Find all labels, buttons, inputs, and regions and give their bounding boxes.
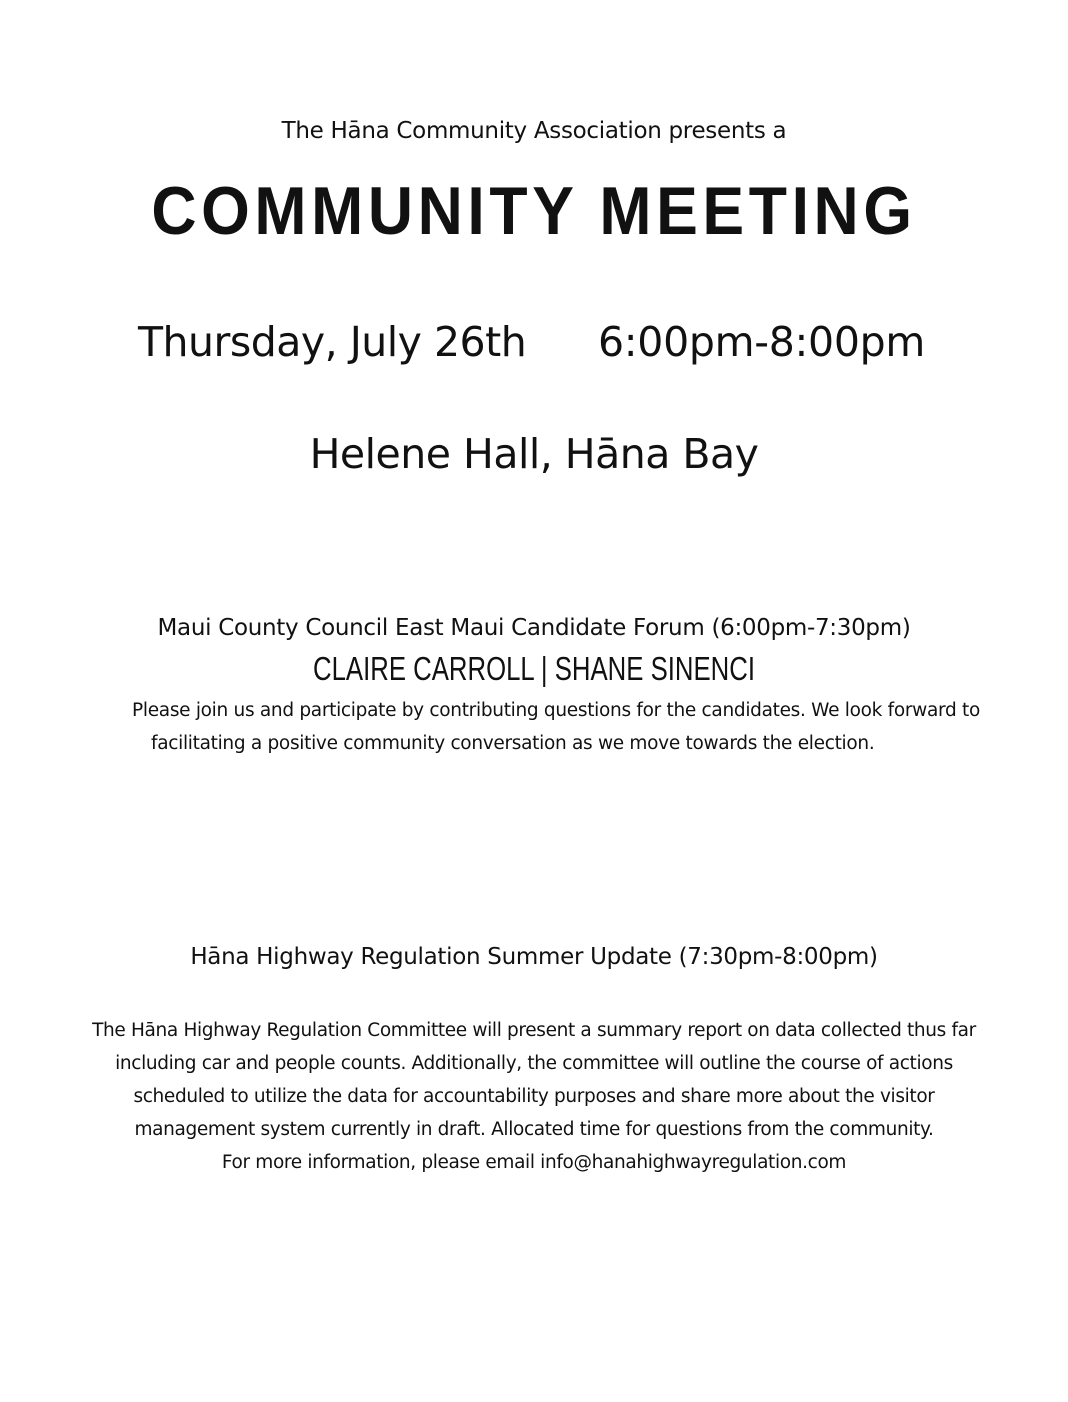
forum-description-line: facilitating a positive community conversation as we move towards the election. bbox=[151, 733, 875, 754]
update-description-line: The Hāna Highway Regulation Committee will present a summary report on data collected thus far bbox=[92, 1020, 976, 1041]
update-contact-line: For more information, please email info@hanahighwayregulation.com bbox=[221, 1152, 847, 1173]
event-venue: Helene Hall, Hāna Bay bbox=[309, 430, 759, 478]
forum-title: Maui County Council East Maui Candidate Forum (6:00pm-7:30pm) bbox=[157, 615, 911, 641]
forum-description bbox=[120, 694, 980, 760]
event-date: Thursday, July 26th bbox=[138, 318, 527, 366]
presenter-line: The Hāna Community Association presents a bbox=[281, 118, 787, 144]
forum-candidates: CLAIRE CARROLL | SHANE SINENCI bbox=[313, 650, 755, 687]
page-title: COMMUNITY MEETING bbox=[151, 173, 917, 249]
update-description-line: including car and people counts. Additionally, the committee will outline the course of actions bbox=[115, 1053, 953, 1074]
update-description-line: management system currently in draft. Allocated time for questions from the community. bbox=[134, 1119, 934, 1140]
event-time: 6:00pm-8:00pm bbox=[598, 318, 925, 366]
update-title: Hāna Highway Regulation Summer Update (7:30pm-8:00pm) bbox=[190, 944, 878, 970]
update-description bbox=[80, 1014, 988, 1179]
update-description-line: scheduled to utilize the data for accountability purposes and share more about the visitor bbox=[133, 1086, 935, 1107]
forum-description-line: Please join us and participate by contributing questions for the candidates. We look forward to bbox=[132, 700, 980, 721]
